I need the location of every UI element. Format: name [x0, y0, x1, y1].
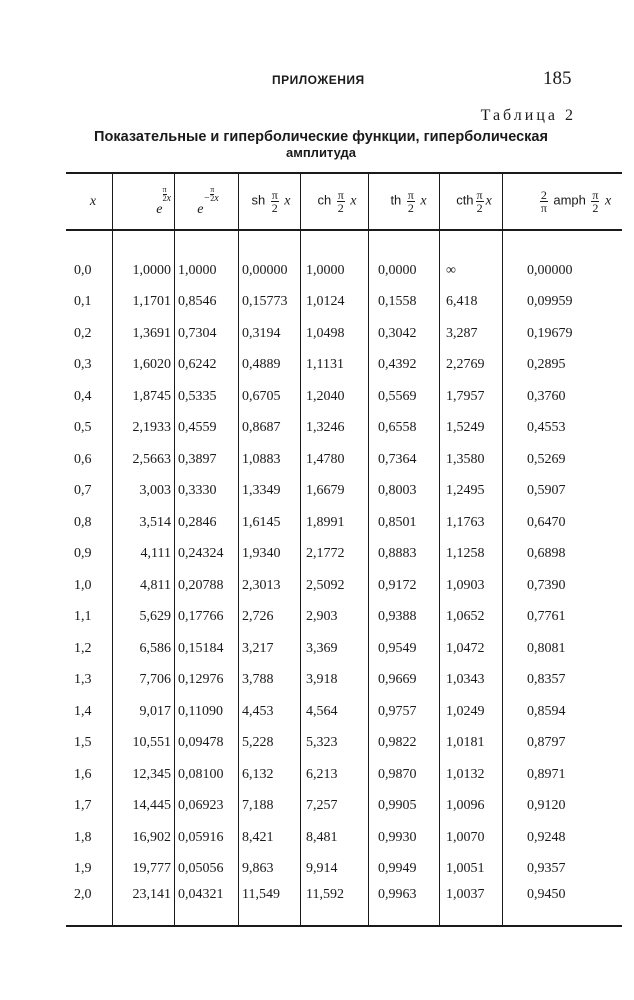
- cell-sh: 0,15773: [239, 287, 301, 319]
- header-exp-pos: e $\frac{\pi}{2}$ $^x$: [113, 173, 175, 230]
- cell-sh: 8,421: [239, 822, 301, 854]
- cell-sh: 2,726: [239, 602, 301, 634]
- header-cth: cth $\frac{\pi}{2}$ x: [440, 173, 503, 230]
- cell-amph: 0,9450: [503, 885, 623, 926]
- table-row: [66, 791, 622, 823]
- cell-ch: 1,4780: [301, 444, 369, 476]
- cell-cth: 1,5249: [440, 413, 503, 445]
- cell-cth: 1,7957: [440, 381, 503, 413]
- cell-exp-pos: 1,6020: [113, 350, 175, 382]
- table-row: [66, 539, 622, 571]
- cell-cth: 1,0472: [440, 633, 503, 665]
- cell-ch: 1,3246: [301, 413, 369, 445]
- cell-amph: 0,8357: [503, 665, 623, 697]
- cell-exp-neg: 0,5335: [175, 381, 239, 413]
- cell-x: 1,7: [74, 798, 92, 814]
- cell-ch: 6,213: [301, 759, 369, 791]
- table-row: [66, 381, 622, 413]
- cell-amph: 0,9357: [503, 854, 623, 886]
- header-amph: $\frac{2}{\pi}$ amph $\frac{\pi}{2}$ x: [503, 173, 623, 230]
- cell-ch: 2,5092: [301, 570, 369, 602]
- cell-exp-neg: 0,2846: [175, 507, 239, 539]
- cell-amph: 0,09959: [503, 287, 623, 319]
- cell-amph: 0,8971: [503, 759, 623, 791]
- cell-cth: 1,1258: [440, 539, 503, 571]
- cell-th: 0,3042: [369, 318, 440, 350]
- cell-sh: 3,217: [239, 633, 301, 665]
- cell-sh: 0,6705: [239, 381, 301, 413]
- table-row: [66, 570, 622, 602]
- cell-amph: 0,9120: [503, 791, 623, 823]
- cell-amph: 0,7761: [503, 602, 623, 634]
- cell-exp-neg: 0,15184: [175, 633, 239, 665]
- cell-ch: 7,257: [301, 791, 369, 823]
- cell-cth: 1,0343: [440, 665, 503, 697]
- cell-exp-neg: 0,3897: [175, 444, 239, 476]
- cell-ch: 11,592: [301, 885, 369, 926]
- cell-exp-neg: 1,0000: [175, 255, 239, 287]
- cell-ch: 2,903: [301, 602, 369, 634]
- cell-exp-pos: 16,902: [113, 822, 175, 854]
- cell-ch: 3,369: [301, 633, 369, 665]
- cell-th: 0,8003: [369, 476, 440, 508]
- cell-sh: 0,8687: [239, 413, 301, 445]
- cell-exp-pos: 2,5663: [113, 444, 175, 476]
- cell-exp-pos: 2,1933: [113, 413, 175, 445]
- cell-exp-neg: 0,05056: [175, 854, 239, 886]
- cell-x: 0,5: [74, 420, 92, 436]
- cell-ch: 1,0498: [301, 318, 369, 350]
- cell-th: 0,9963: [369, 885, 440, 926]
- cell-amph: 0,4553: [503, 413, 623, 445]
- cell-th: 0,9822: [369, 728, 440, 760]
- header-exp-neg: e− $\frac{\pi}{2}$ $^x$: [175, 173, 239, 230]
- cell-th: 0,5569: [369, 381, 440, 413]
- cell-sh: 6,132: [239, 759, 301, 791]
- table-row: [66, 413, 622, 445]
- cell-amph: 0,5907: [503, 476, 623, 508]
- cell-x: 1,4: [74, 703, 92, 719]
- cell-ch: 2,1772: [301, 539, 369, 571]
- cell-exp-pos: 3,003: [113, 476, 175, 508]
- cell-exp-neg: 0,4559: [175, 413, 239, 445]
- cell-x: 1,2: [74, 640, 92, 656]
- cell-x: 1,9: [74, 861, 92, 877]
- table-row: [66, 759, 622, 791]
- cell-exp-pos: 3,514: [113, 507, 175, 539]
- cell-exp-pos: 7,706: [113, 665, 175, 697]
- cell-cth: 1,0249: [440, 696, 503, 728]
- cell-exp-pos: 14,445: [113, 791, 175, 823]
- table-body: [66, 230, 622, 926]
- cell-th: 0,9905: [369, 791, 440, 823]
- table-label: Таблица 2: [480, 107, 576, 124]
- cell-amph: 0,6470: [503, 507, 623, 539]
- cell-sh: 9,863: [239, 854, 301, 886]
- table-title-line-1: Показательные и гиперболические функции, гиперболическая: [94, 129, 548, 145]
- cell-sh: 1,3349: [239, 476, 301, 508]
- cell-exp-pos: 9,017: [113, 696, 175, 728]
- cell-amph: 0,8594: [503, 696, 623, 728]
- cell-x: 0,7: [74, 483, 92, 499]
- cell-sh: 7,188: [239, 791, 301, 823]
- cell-cth: 1,2495: [440, 476, 503, 508]
- cell-exp-pos: 1,8745: [113, 381, 175, 413]
- cell-th: 0,8501: [369, 507, 440, 539]
- cell-x: 0,3: [74, 357, 92, 373]
- cell-th: 0,9870: [369, 759, 440, 791]
- cell-x: 1,6: [74, 766, 92, 782]
- cell-exp-neg: 0,12976: [175, 665, 239, 697]
- cell-th: 0,7364: [369, 444, 440, 476]
- table-row: [66, 444, 622, 476]
- cell-ch: 5,323: [301, 728, 369, 760]
- function-table: [66, 172, 622, 927]
- cell-sh: 1,0883: [239, 444, 301, 476]
- cell-exp-neg: 0,09478: [175, 728, 239, 760]
- cell-ch: 1,2040: [301, 381, 369, 413]
- cell-sh: 3,788: [239, 665, 301, 697]
- cell-th: 0,4392: [369, 350, 440, 382]
- cell-x: 1,5: [74, 735, 92, 751]
- table-row: [66, 507, 622, 539]
- cell-x: 0,9: [74, 546, 92, 562]
- cell-amph: 0,5269: [503, 444, 623, 476]
- table-row: [66, 255, 622, 287]
- cell-exp-pos: 23,141: [113, 885, 175, 926]
- cell-sh: 11,549: [239, 885, 301, 926]
- cell-cth: 1,0132: [440, 759, 503, 791]
- running-head-title: ПРИЛОЖЕНИЯ: [272, 73, 365, 87]
- spacer-row: [66, 230, 622, 255]
- table-row: [66, 728, 622, 760]
- cell-sh: 0,4889: [239, 350, 301, 382]
- table-row: [66, 633, 622, 665]
- cell-sh: 5,228: [239, 728, 301, 760]
- cell-exp-pos: 4,811: [113, 570, 175, 602]
- cell-cth: 1,0903: [440, 570, 503, 602]
- cell-x: 0,6: [74, 451, 92, 467]
- cell-amph: 0,8081: [503, 633, 623, 665]
- cell-cth: ∞: [440, 255, 503, 287]
- cell-exp-neg: 0,17766: [175, 602, 239, 634]
- cell-exp-neg: 0,04321: [175, 885, 239, 926]
- cell-cth: 1,0652: [440, 602, 503, 634]
- cell-sh: 0,00000: [239, 255, 301, 287]
- header-x: x: [66, 173, 113, 230]
- cell-exp-neg: 0,08100: [175, 759, 239, 791]
- cell-cth: 2,2769: [440, 350, 503, 382]
- cell-th: 0,9549: [369, 633, 440, 665]
- table-row: [66, 822, 622, 854]
- cell-ch: 1,1131: [301, 350, 369, 382]
- cell-exp-pos: 10,551: [113, 728, 175, 760]
- cell-cth: 1,0181: [440, 728, 503, 760]
- cell-amph: 0,00000: [503, 255, 623, 287]
- cell-cth: 1,1763: [440, 507, 503, 539]
- header-sh: sh $\frac{\pi}{2}$ x: [239, 173, 301, 230]
- table-row: [66, 885, 622, 926]
- cell-ch: 9,914: [301, 854, 369, 886]
- cell-exp-pos: 1,3691: [113, 318, 175, 350]
- cell-x: 0,8: [74, 514, 92, 530]
- cell-exp-neg: 0,05916: [175, 822, 239, 854]
- cell-x: 0,1: [74, 294, 92, 310]
- cell-x: 1,3: [74, 672, 92, 688]
- cell-th: 0,9930: [369, 822, 440, 854]
- cell-th: 0,9757: [369, 696, 440, 728]
- cell-th: 0,8883: [369, 539, 440, 571]
- table-row: [66, 602, 622, 634]
- table-row: [66, 318, 622, 350]
- cell-th: 0,9172: [369, 570, 440, 602]
- cell-x: 0,2: [74, 325, 92, 341]
- cell-amph: 0,9248: [503, 822, 623, 854]
- cell-x: 0,0: [74, 262, 92, 278]
- cell-x: 1,0: [74, 577, 92, 593]
- cell-exp-neg: 0,8546: [175, 287, 239, 319]
- cell-sh: 0,3194: [239, 318, 301, 350]
- cell-exp-neg: 0,7304: [175, 318, 239, 350]
- cell-amph: 0,19679: [503, 318, 623, 350]
- cell-th: 0,1558: [369, 287, 440, 319]
- cell-amph: 0,7390: [503, 570, 623, 602]
- cell-exp-pos: 1,1701: [113, 287, 175, 319]
- cell-exp-neg: 0,11090: [175, 696, 239, 728]
- cell-ch: 4,564: [301, 696, 369, 728]
- page-number: 185: [543, 68, 572, 89]
- table-title-line-2: амплитуда: [285, 145, 357, 160]
- cell-th: 0,9949: [369, 854, 440, 886]
- cell-exp-pos: 6,586: [113, 633, 175, 665]
- cell-exp-neg: 0,24324: [175, 539, 239, 571]
- cell-x: 1,8: [74, 829, 92, 845]
- cell-exp-pos: 12,345: [113, 759, 175, 791]
- cell-cth: 6,418: [440, 287, 503, 319]
- cell-exp-neg: 0,3330: [175, 476, 239, 508]
- cell-exp-neg: 0,20788: [175, 570, 239, 602]
- cell-x: 0,4: [74, 388, 92, 404]
- cell-cth: 1,0051: [440, 854, 503, 886]
- header-row: [66, 173, 622, 230]
- cell-th: 0,0000: [369, 255, 440, 287]
- cell-ch: 3,918: [301, 665, 369, 697]
- cell-th: 0,6558: [369, 413, 440, 445]
- cell-sh: 4,453: [239, 696, 301, 728]
- cell-exp-pos: 4,111: [113, 539, 175, 571]
- table-title: [64, 129, 578, 161]
- cell-exp-neg: 0,6242: [175, 350, 239, 382]
- table-row: [66, 854, 622, 886]
- cell-cth: 1,0096: [440, 791, 503, 823]
- cell-sh: 1,9340: [239, 539, 301, 571]
- cell-amph: 0,8797: [503, 728, 623, 760]
- header-ch: ch $\frac{\pi}{2}$ x: [301, 173, 369, 230]
- cell-sh: 2,3013: [239, 570, 301, 602]
- cell-th: 0,9669: [369, 665, 440, 697]
- cell-ch: 1,0000: [301, 255, 369, 287]
- table-row: [66, 696, 622, 728]
- cell-cth: 1,0037: [440, 885, 503, 926]
- cell-th: 0,9388: [369, 602, 440, 634]
- cell-exp-pos: 1,0000: [113, 255, 175, 287]
- cell-ch: 1,8991: [301, 507, 369, 539]
- cell-ch: 8,481: [301, 822, 369, 854]
- table-row: [66, 287, 622, 319]
- cell-amph: 0,6898: [503, 539, 623, 571]
- cell-cth: 3,287: [440, 318, 503, 350]
- cell-exp-pos: 5,629: [113, 602, 175, 634]
- cell-x: 2,0: [66, 885, 113, 926]
- table-row: [66, 665, 622, 697]
- header-th: th $\frac{\pi}{2}$ x: [369, 173, 440, 230]
- table-row: [66, 476, 622, 508]
- cell-x: 1,1: [74, 609, 92, 625]
- cell-exp-neg: 0,06923: [175, 791, 239, 823]
- cell-cth: 1,3580: [440, 444, 503, 476]
- cell-ch: 1,0124: [301, 287, 369, 319]
- cell-cth: 1,0070: [440, 822, 503, 854]
- cell-sh: 1,6145: [239, 507, 301, 539]
- cell-exp-pos: 19,777: [113, 854, 175, 886]
- cell-ch: 1,6679: [301, 476, 369, 508]
- cell-amph: 0,3760: [503, 381, 623, 413]
- table-row: [66, 350, 622, 382]
- cell-amph: 0,2895: [503, 350, 623, 382]
- running-head: [0, 70, 634, 94]
